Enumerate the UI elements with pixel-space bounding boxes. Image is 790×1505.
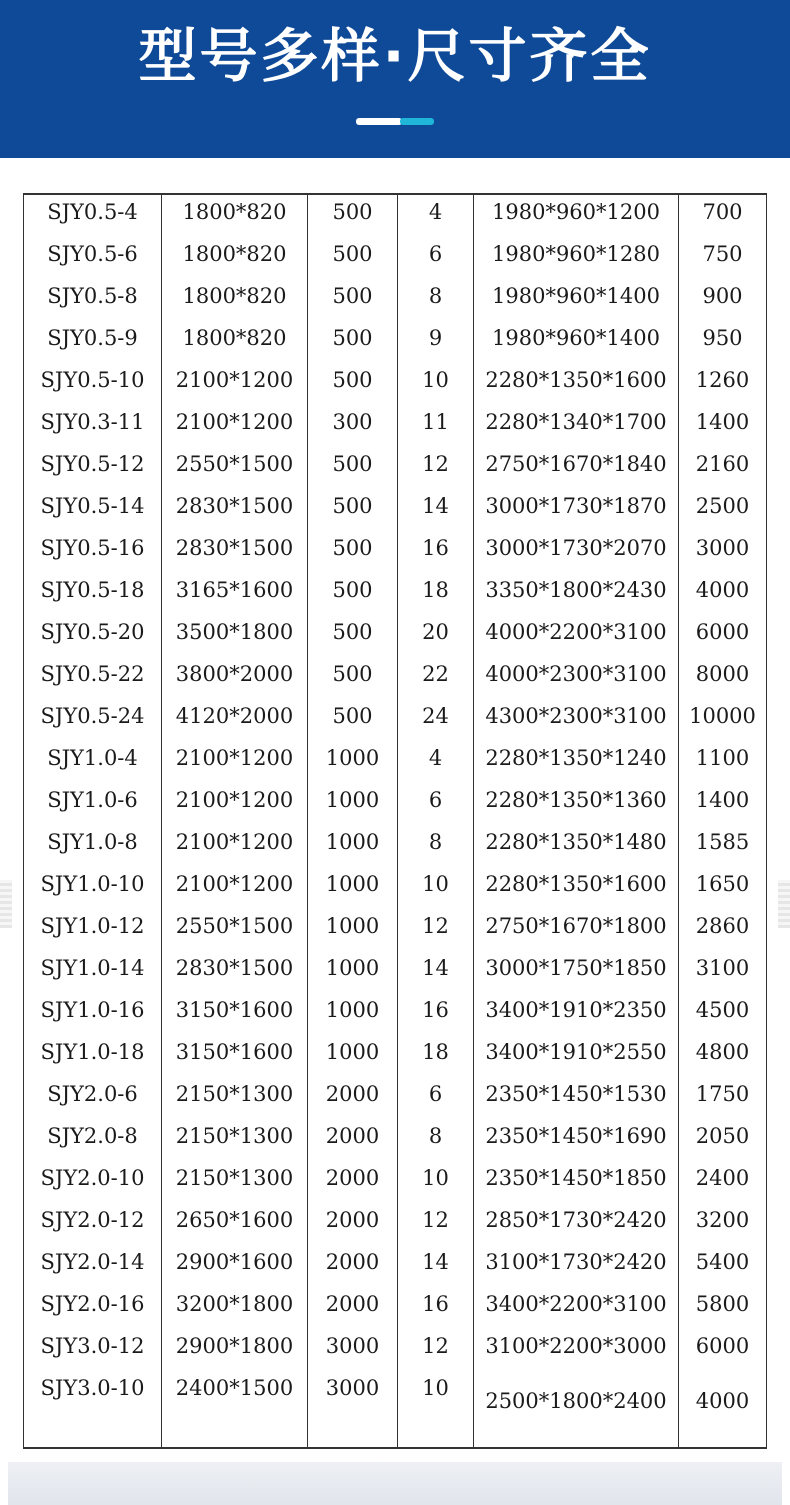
table-row [24, 405, 767, 447]
cell-weight: 1260 [679, 363, 767, 405]
cell-capacity: 2000 [308, 1287, 398, 1329]
cell-size: 3150*1600 [162, 993, 308, 1035]
cell-model: SJY0.5-9 [24, 321, 162, 363]
cell-count: 14 [398, 951, 474, 993]
cell-count: 4 [398, 194, 474, 237]
cell-count: 10 [398, 1371, 474, 1448]
cell-size: 1800*820 [162, 321, 308, 363]
table-row [24, 615, 767, 657]
cell-model: SJY3.0-12 [24, 1329, 162, 1371]
table-row [24, 1035, 767, 1077]
cell-model: SJY1.0-14 [24, 951, 162, 993]
cell-weight: 6000 [679, 1329, 767, 1371]
cell-count: 10 [398, 363, 474, 405]
cell-size: 3500*1800 [162, 615, 308, 657]
cell-weight: 700 [679, 194, 767, 237]
cell-capacity: 2000 [308, 1077, 398, 1119]
cell-capacity: 500 [308, 699, 398, 741]
cell-capacity: 2000 [308, 1161, 398, 1203]
cell-capacity: 500 [308, 237, 398, 279]
cell-model: SJY2.0-6 [24, 1077, 162, 1119]
cell-capacity: 500 [308, 447, 398, 489]
table-row [24, 825, 767, 867]
cell-size: 2650*1600 [162, 1203, 308, 1245]
cell-dims: 3400*2200*3100 [474, 1287, 679, 1329]
cell-size: 2100*1200 [162, 825, 308, 867]
cell-weight: 900 [679, 279, 767, 321]
cell-weight: 3000 [679, 531, 767, 573]
cell-dims: 2280*1340*1700 [474, 405, 679, 447]
cell-weight: 4000 [679, 573, 767, 615]
cell-count: 6 [398, 1077, 474, 1119]
cell-model: SJY2.0-14 [24, 1245, 162, 1287]
cell-dims: 2850*1730*2420 [474, 1203, 679, 1245]
cell-model: SJY1.0-10 [24, 867, 162, 909]
cell-dims: 3000*1730*1870 [474, 489, 679, 531]
cell-size: 2100*1200 [162, 783, 308, 825]
cell-dims: 2350*1450*1690 [474, 1119, 679, 1161]
cell-count: 6 [398, 237, 474, 279]
cell-weight: 2500 [679, 489, 767, 531]
cell-count: 9 [398, 321, 474, 363]
table-row [24, 237, 767, 279]
cell-count: 18 [398, 1035, 474, 1077]
table-row [24, 1245, 767, 1287]
cell-size: 2550*1500 [162, 447, 308, 489]
cell-count: 16 [398, 531, 474, 573]
cell-weight: 4000 [679, 1371, 767, 1448]
table-row [24, 489, 767, 531]
cell-capacity: 500 [308, 194, 398, 237]
cell-dims: 2350*1450*1850 [474, 1161, 679, 1203]
cell-capacity: 3000 [308, 1371, 398, 1448]
cell-dims: 3000*1730*2070 [474, 531, 679, 573]
table-row [24, 573, 767, 615]
cell-capacity: 300 [308, 405, 398, 447]
cell-size: 2150*1300 [162, 1161, 308, 1203]
cell-capacity: 500 [308, 279, 398, 321]
cell-count: 20 [398, 615, 474, 657]
table-row [24, 909, 767, 951]
cell-size: 2550*1500 [162, 909, 308, 951]
title-underline-accent [400, 118, 434, 125]
cell-dims: 1980*960*1400 [474, 279, 679, 321]
cell-dims: 4000*2200*3100 [474, 615, 679, 657]
cell-model: SJY0.5-8 [24, 279, 162, 321]
cell-model: SJY0.5-22 [24, 657, 162, 699]
cell-weight: 1400 [679, 405, 767, 447]
cell-dims: 1980*960*1400 [474, 321, 679, 363]
cell-count: 14 [398, 1245, 474, 1287]
table-row [24, 1287, 767, 1329]
table-row [24, 321, 767, 363]
table-row [24, 1077, 767, 1119]
cell-size: 2830*1500 [162, 951, 308, 993]
cell-dims: 2280*1350*1240 [474, 741, 679, 783]
cell-count: 22 [398, 657, 474, 699]
cell-model: SJY1.0-8 [24, 825, 162, 867]
cell-dims: 2280*1350*1600 [474, 867, 679, 909]
cell-capacity: 1000 [308, 909, 398, 951]
spec-table [23, 193, 767, 1449]
cell-model: SJY2.0-12 [24, 1203, 162, 1245]
cell-count: 8 [398, 279, 474, 321]
cell-capacity: 1000 [308, 741, 398, 783]
cell-count: 4 [398, 741, 474, 783]
cell-dims: 3400*1910*2550 [474, 1035, 679, 1077]
cell-capacity: 500 [308, 489, 398, 531]
cell-size: 2100*1200 [162, 363, 308, 405]
cell-model: SJY0.5-14 [24, 489, 162, 531]
cell-model: SJY0.3-11 [24, 405, 162, 447]
cell-count: 16 [398, 1287, 474, 1329]
cell-model: SJY0.5-24 [24, 699, 162, 741]
table-row [24, 867, 767, 909]
cell-weight: 2160 [679, 447, 767, 489]
cell-count: 12 [398, 447, 474, 489]
cell-weight: 1585 [679, 825, 767, 867]
cell-capacity: 500 [308, 363, 398, 405]
cell-weight: 8000 [679, 657, 767, 699]
cell-capacity: 500 [308, 657, 398, 699]
cell-dims: 2750*1670*1800 [474, 909, 679, 951]
cell-model: SJY1.0-12 [24, 909, 162, 951]
table-row [24, 363, 767, 405]
cell-count: 11 [398, 405, 474, 447]
cell-count: 12 [398, 1329, 474, 1371]
cell-count: 12 [398, 1203, 474, 1245]
cell-model: SJY0.5-18 [24, 573, 162, 615]
cell-weight: 2050 [679, 1119, 767, 1161]
table-row [24, 531, 767, 573]
cell-weight: 2400 [679, 1161, 767, 1203]
cell-dims: 4000*2300*3100 [474, 657, 679, 699]
cell-weight: 1750 [679, 1077, 767, 1119]
footer-strip [8, 1462, 782, 1505]
cell-dims: 2350*1450*1530 [474, 1077, 679, 1119]
table-row [24, 657, 767, 699]
cell-capacity: 2000 [308, 1119, 398, 1161]
cell-dims: 3400*1910*2350 [474, 993, 679, 1035]
cell-dims: 2280*1350*1480 [474, 825, 679, 867]
cell-size: 1800*820 [162, 237, 308, 279]
table-row [24, 741, 767, 783]
cell-weight: 6000 [679, 615, 767, 657]
cell-size: 4120*2000 [162, 699, 308, 741]
cell-dims: 1980*960*1200 [474, 194, 679, 237]
cell-weight: 1650 [679, 867, 767, 909]
cell-capacity: 2000 [308, 1245, 398, 1287]
cell-count: 10 [398, 867, 474, 909]
cell-capacity: 500 [308, 321, 398, 363]
cell-count: 24 [398, 699, 474, 741]
table-row [24, 993, 767, 1035]
cell-count: 18 [398, 573, 474, 615]
cell-model: SJY0.5-16 [24, 531, 162, 573]
header-banner [0, 0, 790, 158]
table-row [24, 699, 767, 741]
cell-capacity: 500 [308, 615, 398, 657]
cell-weight: 10000 [679, 699, 767, 741]
cell-count: 6 [398, 783, 474, 825]
cell-size: 1800*820 [162, 194, 308, 237]
table-row [24, 1203, 767, 1245]
cell-model: SJY1.0-18 [24, 1035, 162, 1077]
table-row [24, 951, 767, 993]
cell-count: 12 [398, 909, 474, 951]
cell-size: 2400*1500 [162, 1371, 308, 1448]
title-underline-white [356, 118, 402, 125]
cell-weight: 950 [679, 321, 767, 363]
table-row [24, 447, 767, 489]
cell-capacity: 1000 [308, 993, 398, 1035]
cell-size: 3800*2000 [162, 657, 308, 699]
cell-capacity: 1000 [308, 951, 398, 993]
cell-weight: 3200 [679, 1203, 767, 1245]
cell-capacity: 1000 [308, 867, 398, 909]
side-decoration-left [0, 880, 12, 928]
cell-model: SJY1.0-16 [24, 993, 162, 1035]
cell-count: 10 [398, 1161, 474, 1203]
cell-size: 1800*820 [162, 279, 308, 321]
cell-dims: 2750*1670*1840 [474, 447, 679, 489]
spec-table-body [24, 194, 767, 1448]
cell-weight: 5400 [679, 1245, 767, 1287]
cell-size: 2830*1500 [162, 531, 308, 573]
cell-model: SJY0.5-20 [24, 615, 162, 657]
cell-capacity: 3000 [308, 1329, 398, 1371]
cell-capacity: 1000 [308, 825, 398, 867]
cell-dims: 2500*1800*2400 [474, 1371, 679, 1448]
cell-dims: 3100*2200*3000 [474, 1329, 679, 1371]
cell-size: 2150*1300 [162, 1119, 308, 1161]
cell-size: 2150*1300 [162, 1077, 308, 1119]
cell-dims: 2280*1350*1600 [474, 363, 679, 405]
cell-dims: 3350*1800*2430 [474, 573, 679, 615]
table-row [24, 279, 767, 321]
cell-size: 2830*1500 [162, 489, 308, 531]
cell-weight: 750 [679, 237, 767, 279]
cell-weight: 1400 [679, 783, 767, 825]
table-row [24, 1329, 767, 1371]
table-row [24, 1161, 767, 1203]
cell-model: SJY2.0-16 [24, 1287, 162, 1329]
cell-weight: 2860 [679, 909, 767, 951]
cell-weight: 4500 [679, 993, 767, 1035]
cell-capacity: 500 [308, 573, 398, 615]
table-row [24, 194, 767, 237]
cell-model: SJY1.0-6 [24, 783, 162, 825]
cell-dims: 2280*1350*1360 [474, 783, 679, 825]
cell-count: 8 [398, 1119, 474, 1161]
cell-dims: 3100*1730*2420 [474, 1245, 679, 1287]
cell-capacity: 1000 [308, 783, 398, 825]
cell-model: SJY3.0-10 [24, 1371, 162, 1448]
cell-count: 8 [398, 825, 474, 867]
side-decoration-right [778, 880, 790, 928]
cell-weight: 4800 [679, 1035, 767, 1077]
cell-model: SJY0.5-10 [24, 363, 162, 405]
table-row [24, 783, 767, 825]
cell-model: SJY0.5-12 [24, 447, 162, 489]
cell-count: 14 [398, 489, 474, 531]
cell-size: 2100*1200 [162, 405, 308, 447]
cell-size: 3150*1600 [162, 1035, 308, 1077]
cell-model: SJY1.0-4 [24, 741, 162, 783]
cell-size: 2100*1200 [162, 867, 308, 909]
cell-size: 3165*1600 [162, 573, 308, 615]
cell-weight: 1100 [679, 741, 767, 783]
cell-model: SJY0.5-6 [24, 237, 162, 279]
cell-capacity: 2000 [308, 1203, 398, 1245]
cell-weight: 3100 [679, 951, 767, 993]
table-row [24, 1371, 767, 1448]
cell-size: 2100*1200 [162, 741, 308, 783]
cell-dims: 3000*1750*1850 [474, 951, 679, 993]
cell-model: SJY0.5-4 [24, 194, 162, 237]
cell-count: 16 [398, 993, 474, 1035]
cell-size: 2900*1800 [162, 1329, 308, 1371]
cell-weight: 5800 [679, 1287, 767, 1329]
cell-model: SJY2.0-10 [24, 1161, 162, 1203]
cell-capacity: 500 [308, 531, 398, 573]
cell-capacity: 1000 [308, 1035, 398, 1077]
table-row [24, 1119, 767, 1161]
cell-dims: 1980*960*1280 [474, 237, 679, 279]
cell-size: 3200*1800 [162, 1287, 308, 1329]
cell-dims: 4300*2300*3100 [474, 699, 679, 741]
cell-size: 2900*1600 [162, 1245, 308, 1287]
page-title: 型号多样·尺寸齐全 [138, 22, 652, 90]
cell-model: SJY2.0-8 [24, 1119, 162, 1161]
